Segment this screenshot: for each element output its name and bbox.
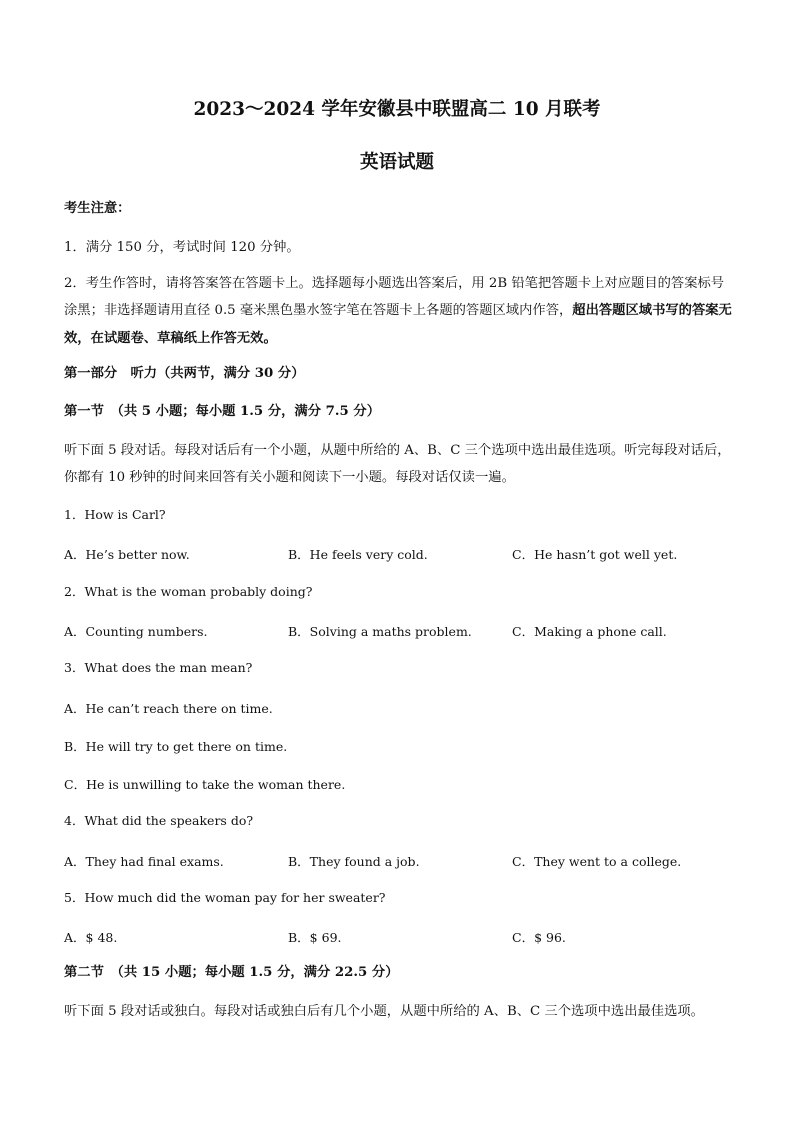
question-1-stem: 1．How is Carl? bbox=[64, 507, 166, 522]
section1-heading: 第一节 （共 5 小题；每小题 1.5 分，满分 7.5 分） bbox=[64, 404, 380, 419]
question-3-option-a[interactable]: A．He can’t reach there on time. bbox=[64, 701, 273, 716]
section1-instructions-text: 听下面 5 段对话。每段对话后有一个小题，从题中所给的 A、B、C 三个选项中选出最佳选项。听完每段对话后，你都有 10 秒钟的时间来回答有关小题和阅读下一小题。每段对话仅读一遍。 bbox=[64, 443, 731, 486]
question-1-option-c[interactable]: C．He hasn’t got well yet. bbox=[512, 547, 678, 562]
question-5-option-c[interactable]: C．$ 96. bbox=[512, 930, 566, 945]
section2-heading: 第二节 （共 15 小题；每小题 1.5 分，满分 22.5 分） bbox=[64, 965, 399, 980]
question-4-option-c[interactable]: C．They went to a college. bbox=[512, 854, 682, 869]
question-4-option-b[interactable]: B．They found a job. bbox=[288, 854, 420, 869]
page-subtitle: 英语试题 bbox=[359, 152, 434, 173]
notice-item-1: 1．满分 150 分，考试时间 120 分钟。 bbox=[64, 240, 300, 255]
section2-instructions: 听下面 5 段对话或独白。每段对话或独白后有几个小题，从题中所给的 A、B、C 三个选项中选出最佳选项。 bbox=[64, 1004, 704, 1019]
question-5-option-b[interactable]: B．$ 69. bbox=[288, 930, 342, 945]
question-1-option-a[interactable]: A．He’s better now. bbox=[64, 547, 190, 562]
question-3-option-c[interactable]: C．He is unwilling to take the woman there. bbox=[64, 777, 346, 792]
question-3-stem: 3．What does the man mean? bbox=[64, 660, 253, 675]
question-3-option-b[interactable]: B．He will try to get there on time. bbox=[64, 739, 288, 754]
question-2-option-a[interactable]: A．Counting numbers. bbox=[64, 624, 208, 639]
section1-instructions bbox=[64, 437, 734, 492]
question-2-option-c[interactable]: C．Making a phone call. bbox=[512, 624, 667, 639]
notice-item-2 bbox=[64, 270, 734, 352]
question-4-option-a[interactable]: A．They had final exams. bbox=[64, 854, 224, 869]
question-1-option-b[interactable]: B．He feels very cold. bbox=[288, 547, 428, 562]
notice-label: 考生注意： bbox=[64, 201, 131, 216]
notice-item-2-bold: 超出答题区域书写的答案无效，在试题卷、草稿纸上作答无效。 bbox=[64, 303, 732, 346]
question-5-stem: 5．How much did the woman pay for her sweater? bbox=[64, 890, 386, 905]
page-title: 2023～2024 学年安徽县中联盟高二 10 月联考 bbox=[193, 99, 601, 120]
part1-heading: 第一部分 听力（共两节，满分 30 分） bbox=[64, 366, 305, 381]
notice-item-2-text: 2．考生作答时，请将答案答在答题卡上。选择题每小题选出答案后，用 2B 铅笔把答题卡上对应题目的答案标号涂黑；非选择题请用直径 0.5 毫米黑色墨水签字笔在答题卡上各题的答题区域内作答， bbox=[64, 276, 725, 319]
question-4-stem: 4．What did the speakers do? bbox=[64, 813, 254, 828]
question-2-option-b[interactable]: B．Solving a maths problem. bbox=[288, 624, 472, 639]
question-5-option-a[interactable]: A．$ 48. bbox=[64, 930, 118, 945]
question-2-stem: 2．What is the woman probably doing? bbox=[64, 584, 313, 599]
